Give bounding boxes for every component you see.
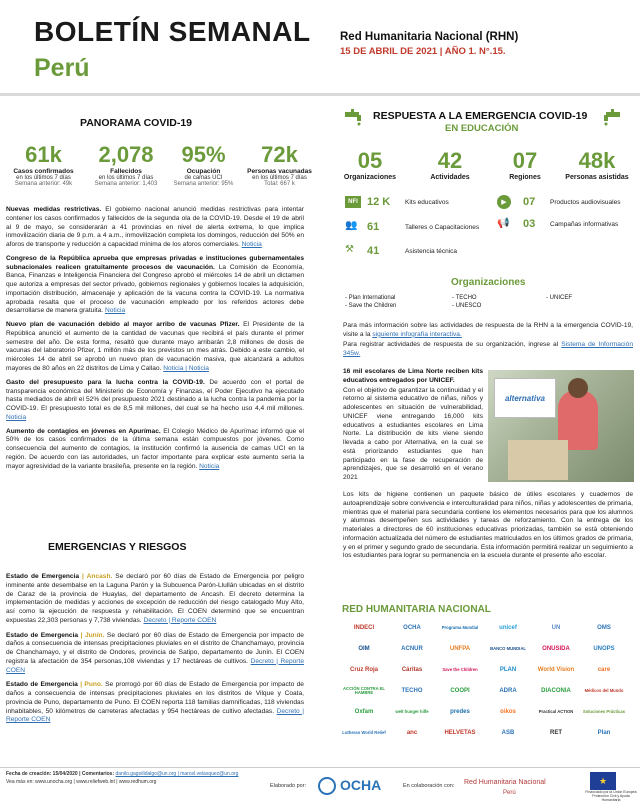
stat-value: 61k <box>25 142 62 167</box>
kits-icon: NFI <box>345 196 361 208</box>
orgs-list-3 <box>546 294 572 302</box>
education-subheading: EN EDUCACIÓN <box>445 123 519 134</box>
partner-logo: ONUSIDA <box>542 646 570 652</box>
alternativa-banner: alternativa <box>494 378 556 418</box>
partner-logo: ADRA <box>499 688 517 694</box>
stat-vaccinated <box>242 142 317 187</box>
org-item: - UNICEF <box>546 295 573 301</box>
stat-label2: en los últimos 7 días <box>98 175 154 182</box>
stat-cases <box>6 142 81 187</box>
partner-logo: Practical ACTION <box>538 708 574 714</box>
stat-label: Ocupación <box>186 168 221 175</box>
detail-label: Productos audiovisuales <box>550 199 621 206</box>
footer-line-2: Vea más en: www.unocha.org | www.reliefweb.int | www.redhum.org <box>6 779 157 785</box>
detail-label: Kits educativos <box>405 199 449 206</box>
network-heading: RED HUMANITARIA NACIONAL <box>342 604 491 615</box>
edu-stat-label: Regiones <box>509 174 541 181</box>
covid-heading: PANORAMA COVID-19 <box>80 117 193 129</box>
partner-logo: Lutheran World Relief <box>342 729 386 735</box>
story-photo <box>488 370 634 482</box>
story-text-2: Los kits de higiene contienen un paquete básico de útiles escolares y cuadernos de autoaprendizaje sobre convivencia e interculturalidad para niños, niñas y adolescentes de primaria, mientras que el material para secundaria contiene los elementos necesarios para que los alumnos y alumnas desempeñen sus actividades y tareas de reforzamiento. Con la entrega de los materiales a directores de 60 instituciones educativas priorizadas, también se está obteniendo información actualizada del número de estudiantes matriculados en los últimos grados de primaria, y en el primer y segundo grado de secundaria. Esta información permitirá realizar un seguimiento a los estudiantes para lograr su permanencia en la escuela durante el presente año escolar. <box>343 491 633 560</box>
news-link[interactable]: Noticia | Noticia <box>163 365 209 373</box>
partner-logo: TECHO <box>401 688 423 694</box>
partner-logo: unicef <box>499 625 517 631</box>
stat-label2: en los últimos 7 días <box>16 175 71 182</box>
partner-logo: PLAN <box>499 667 517 673</box>
story-block <box>343 368 483 483</box>
partner-logo: World Vision <box>537 667 575 673</box>
stat-label: Fallecidos <box>110 168 142 175</box>
org-item: - UNESCO <box>452 303 482 310</box>
partner-logo: predes <box>450 709 470 715</box>
bulletin-title: BOLETÍN SEMANAL <box>34 16 311 47</box>
stat-label: Casos confirmados <box>13 168 74 175</box>
emergency-item: Estado de Emergencia | Puno. Se prorrogó por 60 días de Estado de Emergencia por impacto de daños a consecuencia de intensas precipitaciones pluviales en los distritos de Vilque y Coata, provincia de Puno, departamento de Puno. El COEN reporta 118 familias damnificadas, 118 viviendas inhabitables, 50 kilómetros de carreteras afectadas y 954 hectáreas de cultivo afectadas. Decreto | Reporte COEN <box>6 681 305 724</box>
edu-stat-value: 42 <box>437 148 463 173</box>
stat-value: 2,078 <box>98 142 154 167</box>
rhn-logo-sub: Perú <box>503 790 516 796</box>
edu-stat-orgs <box>340 148 400 181</box>
stat-icu <box>166 142 241 187</box>
partner-logo: OCHA <box>403 625 421 631</box>
water-tap-icon <box>598 108 622 126</box>
megaphone-icon: 📢 <box>497 218 510 229</box>
partner-logo: Soluciones Prácticas <box>582 708 626 714</box>
education-details <box>345 196 635 262</box>
edu-stat-value: 07 <box>512 148 538 173</box>
news-item: Nuevas medidas restrictivas. El gobierno nacional anunció medidas restrictivas para intentar contener los casos confirmados y fallecidos de la segunda ola de la COVID-19. Desde el 19 de abril al 9 de mayo, se considerarán a 41 provincias en nivel de alerta extrema, lo que implica inmovilización diaria de 9 p.m. a 4 a.m., inmovilización completa los domingos, reducción del 50% en aforos de transporte y reducción a capacidad mínima de los aforos comerciales. Noticia <box>6 206 304 249</box>
news-link[interactable]: Noticia <box>104 307 126 315</box>
orgs-heading: Organizaciones <box>451 277 526 288</box>
stat-value: 95% <box>181 142 226 167</box>
emergency-link[interactable]: Decreto | Reporte COEN <box>6 707 305 724</box>
eu-flag-icon: ★ <box>590 772 616 790</box>
education-stats <box>340 148 632 184</box>
detail-value: 03 <box>523 218 536 230</box>
org-item: - TECHO <box>452 295 477 301</box>
partner-logo: RET <box>550 730 562 736</box>
edu-stat-label: Organizaciones <box>343 174 397 181</box>
edu-stat-persons <box>558 148 636 181</box>
edu-stat-regions <box>495 148 555 181</box>
partner-logo: anc <box>406 730 418 736</box>
detail-label: Talleres o Capacitaciones <box>405 224 480 231</box>
partner-logo: COOPI <box>450 688 470 694</box>
info-paragraph-1: Para más información sobre las actividades de respuesta de la RHN a la emergencia COVID-19, visite a la siguiente infografía interactiva. <box>343 322 633 338</box>
news-item: Congreso de la República aprueba que empresas privadas e instituciones gubernamentales subnacionales realicen gratuitamente procesos de vacunación. La Comisión de Economía, Banca, Finanzas e Inteligencia Financiera del Congreso aprobó el miércoles 14 de abril un dictamen que autoriza a empresas del sector privado, gobiernos regionales y gobiernos locales la adquisición, importación distribución, almacenaje y aplicación de la vacuna contra la COVID-19. La normativa aprobada resalta que el proceso de vacunación empleado por los referidos actores debe desarrollarse de manera gratuita. Noticia <box>6 254 304 315</box>
news-item: Nuevo plan de vacunación debido al mayor arribo de vacunas Pfizer. El Presidente de la República anunció el aumento de la cantidad de vacunas que recibirá el país durante el primer semestre del año. De esta forma, resaltó que durante mayo arribarán 2,8 millones de dosis de vacunas del laboratorio Pfizer, 1 millón más de los previstos un mes atrás. Debido a este cambio, el miércoles 14 de abril se aprobó un nuevo plan de vacunación masiva, que alcanzará a adultos mayores de 80 años en 22 distritos de Lima y Callao. Noticia | Noticia <box>6 321 304 373</box>
emergency-item: Estado de Emergencia | Junín. Se declaró por 60 días de Estado de Emergencia por impacto de daños a consecuencia de intensas precipitaciones pluviales en el distrito de Chanchamayo, provincia de Chanchamayo, y el distrito de Ondores, provincia de Satipo, departamento de Junín. El COEN registra la afectación de 354 personas,108 viviendas y 17 hectáreas de cultivos. Decreto | Reporte COEN <box>6 631 304 674</box>
network-name: Red Humanitaria Nacional (RHN) <box>340 31 519 43</box>
partner-logo: BANCO MUNDIAL <box>490 645 526 651</box>
footer-line-1: Fecha de creación: 15/04/2020 | Comentarios: danilo.gagoilidalgo@un.org | marcel.velasquez@un.org <box>6 771 239 777</box>
emergencias-list <box>6 573 304 725</box>
stat-label2: de camas UCI <box>184 175 223 182</box>
info-paragraph-2: Para registrar actividades de respuesta de su organización, ingrese al Sistema de Información 345w. <box>343 341 633 357</box>
header-divider <box>0 93 640 96</box>
education-heading: RESPUESTA A LA EMERGENCIA COVID-19 <box>373 110 588 122</box>
partner-logo: UNFPA <box>449 646 471 652</box>
partner-logo: Plan <box>597 730 611 736</box>
elaborado-label: Elaborado por: <box>270 783 307 789</box>
emergency-link[interactable]: Decreto | Reporte COEN <box>6 657 304 674</box>
stat-sub: Total: 667 k <box>264 181 295 188</box>
partner-logo: OIM <box>358 646 370 652</box>
info-system-link[interactable]: Sistema de Información 345w. <box>343 341 633 357</box>
stat-sub: Semana anterior: 49k <box>14 181 73 188</box>
desk-shape <box>508 440 568 480</box>
partner-logo: DIACONIA <box>541 688 571 694</box>
ocha-logo-text: OCHA <box>340 777 382 793</box>
stat-sub: Semana anterior: 95% <box>173 181 234 188</box>
news-item: Aumento de contagios en jóvenes en Apurímac. El Colegio Médico de Apurímac informó que el 50% de los casos confirmados de la última semana están compuestos por jóvenes. Como consecuencia del aumento de contagios, la institución confirmó la ausencia de camas UCI en la región. De acuerdo con las autoridades, un factor importante para explicar este aumento sería la mayor agresividad de la variante brasileña, presente en la región. Noticia <box>6 427 304 470</box>
infographic-link[interactable]: siguiente infografía interactiva. <box>372 330 462 338</box>
rhn-logo-text: Red Humanitaria Nacional <box>464 779 546 786</box>
partner-logo: INDECI <box>353 625 375 631</box>
country-title: Perú <box>34 54 90 82</box>
stat-label2: en los últimos 7 días <box>252 175 307 182</box>
edu-stat-label: Actividades <box>430 174 470 181</box>
stat-deaths <box>86 142 166 187</box>
network-logos <box>342 620 632 750</box>
story-text: Con el objetivo de garantizar la continuidad y el retorno al sistema educativo de niñas, niños y adolescentes en situación de vulnerabilidad, UNICEF viene entregando 16,000 kits educativos a estudiantes escolares en Lima Norte. La distribución de kits viene siendo llevada a cabo por Alternativa, en la cual se está priorizando estudiantes que han participado en la fase de recuperación de aprendizajes, que se desarrolló en el verano 2021 <box>343 386 483 482</box>
partner-logo: ASB <box>501 730 515 736</box>
emergency-link[interactable]: Decreto | Reporte COEN <box>143 616 217 624</box>
partner-logo: care <box>597 667 611 673</box>
play-icon: ▶ <box>497 195 511 209</box>
partner-logo: Save the Children <box>442 666 478 672</box>
emergencias-heading: EMERGENCIAS Y RIESGOS <box>48 541 187 553</box>
eu-label: Financiado por la Unión Europea Protección Civil y Ayuda Humanitaria <box>585 790 637 802</box>
news-link[interactable]: Noticia <box>241 241 262 249</box>
emergency-item: Estado de Emergencia | Ancash. Se declaró por 60 días de Estado de Emergencia por peligro inminente ante desembalse en la Laguna Parón y la Subcuenca Parón-Llullán ubicadas en el distrito de Caraz de la provincia de Huaylas, del departamento de Ancash. El decreto determina la implementación de medidas y acciones de excepción de reducción del riesgo catalogado Muy Alto, así como la ejecución de respuesta y rehabilitación. El COEN determinó que se encuentran expuestas 22,303 personas y 7,738 viviendas. Decreto | Reporte COEN <box>6 573 304 624</box>
partner-logo: Cáritas <box>401 667 423 673</box>
partner-logo: ACCIÓN CONTRA EL HAMBRE <box>343 685 385 695</box>
partner-logo: Oxfam <box>354 709 374 715</box>
water-tap-icon <box>343 108 367 126</box>
colab-label: En colaboración con: <box>403 783 455 789</box>
edu-stat-value: 48k <box>578 148 616 173</box>
person-head <box>568 378 588 398</box>
issue-date: 15 DE ABRIL DE 2021 | AÑO 1. N°.15. <box>340 46 506 57</box>
detail-label: Campañas informativas <box>550 221 619 228</box>
story-title: 16 mil escolares de Lima Norte reciben kits educativos entregados por UNICEF. <box>343 368 483 384</box>
detail-value: 61 <box>367 221 380 233</box>
covid-news <box>6 206 304 471</box>
partner-logo: welt hunger hilfe <box>395 708 429 714</box>
news-link[interactable]: Noticia <box>6 413 27 421</box>
orgs-list-2 <box>452 294 481 311</box>
news-link[interactable]: Noticia <box>199 462 220 470</box>
partner-logo: HELVETAS <box>444 730 476 736</box>
edu-stat-label: Personas asistidas <box>565 174 629 181</box>
orgs-list-1 <box>345 294 396 311</box>
covid-stats <box>6 142 312 192</box>
partner-logo: Programa Mundial <box>441 624 479 630</box>
partner-logo: OMS <box>597 625 611 631</box>
contact-email-link[interactable]: danilo.gagoilidalgo@un.org | marcel.velasquez@un.org <box>115 771 239 777</box>
detail-label: Asistencia técnica <box>405 248 458 255</box>
partner-logo: Médicos del Mundo <box>584 687 624 693</box>
stat-label: Personas vacunadas <box>247 168 312 175</box>
detail-value: 41 <box>367 245 380 257</box>
org-item: - Save the Children <box>345 303 397 310</box>
stat-value: 72k <box>261 142 298 167</box>
edu-stat-activities <box>415 148 485 181</box>
stat-sub: Semana anterior: 1,403 <box>94 181 158 188</box>
news-item: Gasto del presupuesto para la lucha contra la COVID-19. De acuerdo con el portal de transparencia económica del Ministerio de Economía y Finanzas, el Poder Ejecutivo ha ejecutado hasta mediados de abril el 52% del presupuesto 2021 destinado a la lucha contra la pandemia por la COVID-19. El presupuesto total es de 8,5 mil millones, del cual se ha hecho uso 4,4 mil millones. Noticia <box>6 378 304 421</box>
org-item: - Plan International <box>345 295 396 301</box>
partner-logo: Cruz Roja <box>349 667 378 673</box>
edu-stat-value: 05 <box>357 148 383 173</box>
ocha-logo-icon <box>318 777 336 795</box>
partner-logo: ACNUR <box>401 646 423 652</box>
partner-logo: UN <box>551 625 561 631</box>
technical-assistance-icon: ⚒ <box>345 244 354 255</box>
detail-value: 07 <box>523 196 536 208</box>
partner-logo: oikos <box>500 709 516 715</box>
workshop-icon: 👥 <box>345 220 358 231</box>
detail-value: 12 K <box>367 196 391 208</box>
partner-logo: UNOPS <box>593 646 615 652</box>
footer-divider <box>0 767 640 768</box>
